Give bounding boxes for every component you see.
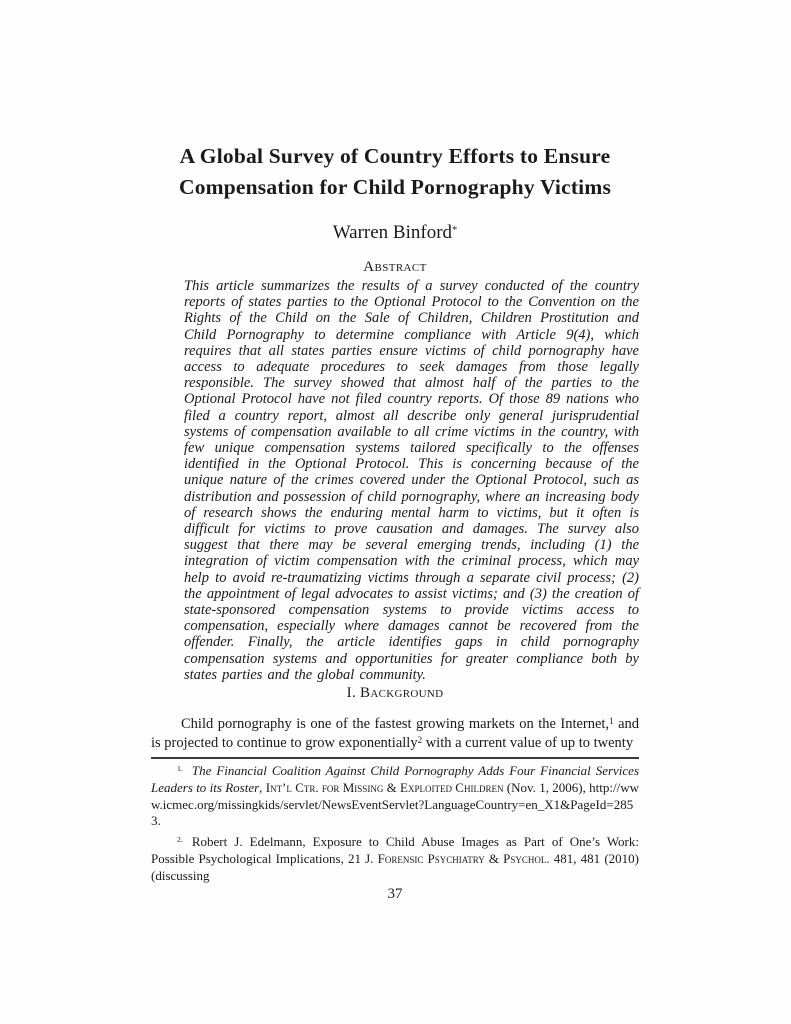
article-title-line-2: Compensation for Child Pornography Victims xyxy=(178,175,612,199)
footnotes-section xyxy=(151,763,639,885)
footnote-2-marker: 2. xyxy=(177,835,183,845)
page-content-column xyxy=(151,141,639,885)
author-name: Warren Binford xyxy=(332,222,453,243)
footnote-1-url: http://www.icmec.org/missingkids/servlet/NewsEventServlet?LanguageCountry=en_X1&PageId=2853. xyxy=(151,779,640,829)
section-heading-background: I. Background xyxy=(346,685,444,702)
footnote-1-date: (Nov. 1, 2006), xyxy=(503,779,590,795)
body-paragraph xyxy=(151,715,639,753)
body-text-run-3: with a current value of up to twenty xyxy=(422,735,634,752)
footnote-1 xyxy=(151,763,639,830)
footnote-2-journal: J. Forensic Psychiatry & Psychol. xyxy=(365,851,550,867)
abstract-heading: Abstract xyxy=(363,259,427,275)
footnote-ref-1: 1 xyxy=(609,716,614,727)
article-title-line-1: A Global Survey of Country Efforts to Ensure xyxy=(179,144,611,168)
body-text-run-1: Child pornography is one of the fastest growing markets on the Internet, xyxy=(181,716,610,733)
footnote-ref-2: 2 xyxy=(417,735,423,746)
footnote-1-work-title: The Financial Coalition Against Child Pornography Adds Four Financial Services Leaders to its Roster xyxy=(151,763,639,795)
body-text-run-2: and is projected to continue to grow exponentially xyxy=(151,716,639,752)
footnote-1-separator-text: , xyxy=(259,779,266,795)
footnote-1-source: Int’l Ctr. for Missing & Exploited Children xyxy=(265,779,504,795)
footnote-2 xyxy=(151,834,639,884)
article-title xyxy=(151,141,639,203)
page-number: 37 xyxy=(387,886,403,902)
footnote-1-marker: 1. xyxy=(177,764,183,774)
abstract-text: This article summarizes the results of a survey conducted of the country reports of states parties to the Optional Protocol to the Convention on the Rights of the Child on the Sale of Children, Children Prostitution and Child Pornography to determine compliance with Article 9(4), which requires that all states parties ensure victims of child pornography have access to adequate procedures to seek damages from those legally responsible. The survey showed that almost half of the parties to the Optional Protocol have not filed country reports. Of those 89 nations who filed a country report, almost all describe only general jurisprudential systems of compensation available to all crime victims in the country, with few unique compensation systems tailored specifically to the offenses identified in the Optional Protocol. This is concerning because of the unique nature of the crimes covered under the Optional Protocol, such as distribution and possession of child pornography, where an increasing body of research shows the enduring mental harm to victims, but it often is difficult for victims to prove causation and damages. The survey also suggest that there may be several emerging trends, including (1) the integration of victim compensation with the criminal process, which may help to avoid re-traumatizing victims through a separate civil process; (2) the appointment of legal advocates to assist victims; and (3) the creation of state-sponsored compensation systems to provide victims access to compensation, especially where damages cannot be recovered from the offender. Finally, the article identifies gaps in child pornography compensation systems and opportunities for greater compliance both by states parties and the global community. xyxy=(184,278,639,683)
author-byline xyxy=(151,222,639,244)
footnote-2-citation: 481, 481 (2010) (discussing xyxy=(151,851,639,883)
footnote-2-text: Robert J. Edelmann, Exposure to Child Abuse Images as Part of One’s Work: Possible Psychological Implications, 21 xyxy=(151,834,639,867)
author-note-marker: * xyxy=(452,224,458,236)
footnote-separator-rule xyxy=(151,757,639,759)
